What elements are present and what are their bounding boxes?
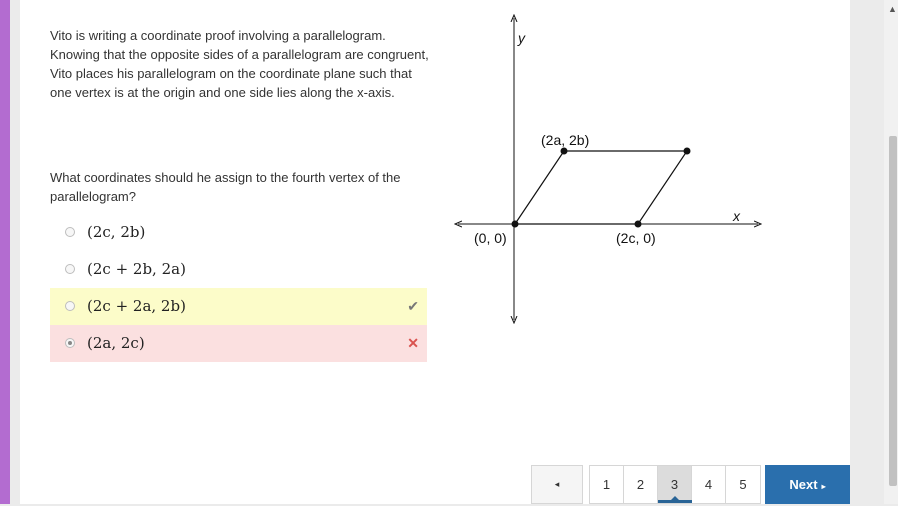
vertex-d-label: (2a, 2b): [541, 132, 590, 148]
choice-label: (2a, 2c): [87, 334, 145, 352]
previous-button[interactable]: ◂: [531, 465, 583, 504]
vertex-d: [561, 148, 568, 155]
radio-button-icon[interactable]: [65, 301, 75, 311]
choice-label: (2c, 2b): [87, 223, 146, 241]
next-button-label: Next: [789, 477, 818, 492]
left-gutter: [10, 0, 20, 504]
scroll-up-arrow-icon[interactable]: ▲: [888, 4, 897, 14]
page-5-button[interactable]: 5: [739, 477, 747, 492]
answer-choice-1[interactable]: [50, 214, 427, 251]
question-body: Vito is writing a coordinate proof involving a parallelogram. Knowing that the opposite sides of a parallelogram are congruent, Vito places his parallelogram on the coordinate plane such that one vertex is at the origin and one side lies along the x-axis.: [50, 28, 429, 100]
next-button[interactable]: [765, 465, 850, 504]
vertex-b-label: (2c, 0): [616, 230, 656, 246]
origin-label: (0, 0): [474, 230, 507, 246]
radio-button-icon[interactable]: [65, 227, 75, 237]
choice-label: (2c + 2a, 2b): [87, 297, 186, 315]
choice-label: (2c + 2b, 2a): [87, 260, 186, 278]
question-text: [50, 26, 430, 102]
accent-bar: [0, 0, 10, 504]
checkmark-icon: ✔: [407, 298, 419, 314]
radio-button-icon[interactable]: [65, 264, 75, 274]
radio-button-icon[interactable]: [65, 338, 75, 348]
page-1-button[interactable]: 1: [590, 466, 624, 503]
vertex-b: [635, 221, 642, 228]
page-3-button-current[interactable]: 3: [658, 466, 692, 503]
vertex-c: [684, 148, 691, 155]
answer-choice-3-correct[interactable]: [50, 288, 427, 325]
scrollbar-thumb[interactable]: [889, 136, 897, 486]
parallelogram-graph: [450, 10, 770, 330]
answer-choice-4-incorrect[interactable]: [50, 325, 427, 362]
x-axis-label: x: [733, 208, 740, 224]
page-2-button[interactable]: 2: [624, 466, 658, 503]
page-4-button[interactable]: 4: [692, 466, 726, 503]
y-axis-label: y: [518, 30, 525, 46]
parallelogram: [515, 151, 687, 224]
answer-choice-2[interactable]: [50, 251, 427, 288]
vertex-origin: [512, 221, 519, 228]
x-mark-icon: ✕: [407, 335, 419, 351]
question-prompt: What coordinates should he assign to the fourth vertex of the parallelogram?: [50, 170, 401, 204]
page-selector: [589, 465, 761, 504]
next-arrow-icon: ▸: [821, 482, 826, 491]
